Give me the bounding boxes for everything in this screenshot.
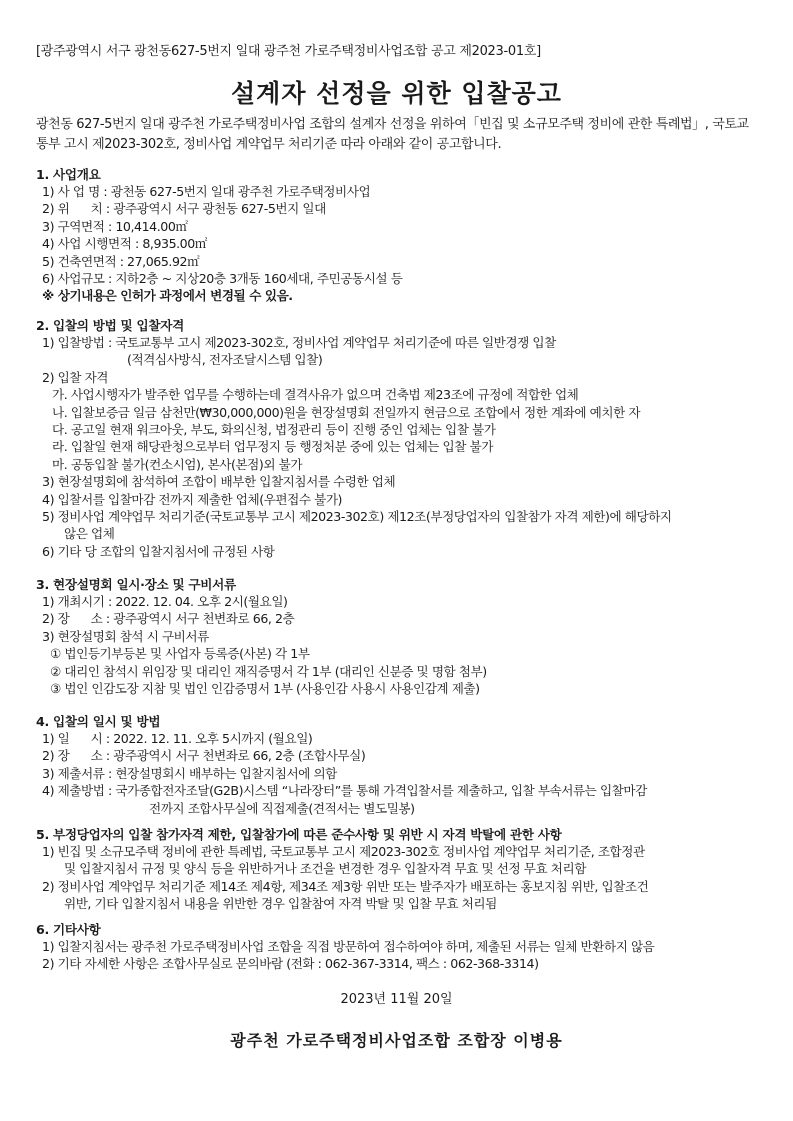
list-item: 및 입찰지침서 규정 및 양식 등을 위반하거나 조건을 변경한 경우 입찰자격 무효 및 선정 무효 처리함 [64,861,586,877]
section-title: 1. 사업개요 [36,167,101,182]
list-item: 마. 공동입찰 불가(컨소시엄), 본사(본점)외 불가 [52,456,303,472]
list-item: 2) 장 소 : 광주광역시 서구 천변좌로 66, 2층 (조합사무실) [42,748,366,764]
list-item: 위반, 기타 입찰지침서 내용을 위반한 경우 입찰참여 자격 박탈 및 입찰 무효 처리됨 [64,896,497,912]
section-other-matters [36,921,766,973]
section-title: 2. 입찰의 방법 및 입찰자격 [36,318,184,333]
list-item: 3) 현장설명회에 참석하여 조합이 배부한 입찰지침서를 수령한 업체 [42,474,396,490]
section-bid-date-method [36,713,766,817]
list-item: 2) 기타 자세한 사항은 조합사무실로 문의바람 (전화 : 062-367-3314, 팩스 : 062-368-3314) [42,956,539,972]
list-item: 2) 장 소 : 광주광역시 서구 천변좌로 66, 2층 [42,611,295,627]
signature-line: 광주천 가로주택정비사업조합 조합장 이병용 [230,1031,563,1050]
list-item: ③ 법인 인감도장 지참 및 법인 인감증명서 1부 (사용인감 사용시 사용인감계 제출) [50,681,480,697]
list-item: 1) 개최시기 : 2022. 12. 04. 오후 2시(월요일) [42,594,288,609]
list-item: 1) 입찰지침서는 광주천 가로주택정비사업 조합을 직접 방문하여 접수하여야 하며, 제출된 서류는 일체 반환하지 않음 [42,939,655,954]
list-item: 않은 업체 [64,526,115,542]
list-item: 전까지 조합사무실에 직접제출(견적서는 별도밀봉) [149,800,415,816]
list-item: 2) 정비사업 계약업무 처리기준 제14조 제4항, 제34조 제3항 위반 또는 발주자가 배포하는 홍보지침 위반, 입찰조건 [42,878,649,894]
list-item: 1) 일 시 : 2022. 12. 11. 오후 5시까지 (월요일) [42,731,313,746]
notice-date: 2023년 11월 20일 [340,992,453,1007]
section-title: 3. 현장설명회 일시·장소 및 구비서류 [36,577,236,592]
list-item: 라. 입찰일 현재 해당관청으로부터 업무정지 등 행정처분 중에 있는 업체는 입찰 불가 [52,439,493,455]
list-item: 6) 사업규모 : 지하2층 ~ 지상20층 3개동 160세대, 주민공동시설 등 [42,271,403,287]
list-item: 2) 입찰 자격 [42,369,108,385]
page-title: 설계자 선정을 위한 입찰공고 [231,79,562,108]
list-item: 6) 기타 당 조합의 입찰지침서에 규정된 사항 [42,543,275,559]
section-title: 5. 부정당업자의 입찰 참가자격 제한, 입찰참가에 따른 준수사항 및 위반 시 자격 박탈에 관한 사항 [36,827,562,842]
list-item: (적격심사방식, 전자조달시스템 입찰) [127,352,323,368]
section-title: 4. 입찰의 일시 및 방법 [36,714,161,729]
list-item: 2) 위 치 : 광주광역시 서구 광천동 627-5번지 일대 [42,201,326,217]
notice-remark: ※ 상기내용은 인허가 과정에서 변경될 수 있음. [42,288,293,304]
list-item: 5) 정비사업 계약업무 처리기준(국토교통부 고시 제2023-302호) 제12조(부정당업자의 입찰참가 자격 제한)에 해당하지 [42,509,672,525]
list-item: 3) 구역면적 : 10,414.00㎡ [42,218,188,234]
list-item: ② 대리인 참석시 위임장 및 대리인 재직증명서 각 1부 (대리인 신분증 및 명함 첨부) [50,663,487,679]
list-item: 3) 제출서류 : 현장설명회시 배부하는 입찰지침서에 의함 [42,765,337,781]
list-item: 3) 현장설명회 참석 시 구비서류 [42,628,209,644]
section-disqualification [36,826,766,913]
intro-paragraph: 광천동 627-5번지 일대 광주천 가로주택정비사업 조합의 설계자 선정을 위하여「빈집 및 소규모주택 정비에 관한 특례법」, 국토교통부 고시 제2023-302호, 정비사업 계약업무 처리기준 따라 아래와 같이 공고합니다. [36,117,749,152]
list-item: 나. 입찰보증금 일금 삼천만(₩30,000,000)원을 현장설명회 전일까지 현금으로 조합에서 정한 계좌에 예치한 자 [52,404,641,420]
list-item: 다. 공고일 현재 워크아웃, 부도, 화의신청, 법정관리 등이 진행 중인 업체는 입찰 불가 [52,422,496,438]
list-item: 1) 사 업 명 : 광천동 627-5번지 일대 광주천 가로주택정비사업 [42,184,371,199]
list-item: 4) 제출방법 : 국가종합전자조달(G2B)시스템 “나라장터”를 통해 가격입찰서를 제출하고, 입찰 부속서류는 입찰마감 [42,783,647,799]
list-item: 가. 사업시행자가 발주한 업무를 수행하는데 결격사유가 없으며 건축법 제23조에 규정에 적합한 업체 [52,387,579,403]
section-briefing-session [36,576,766,697]
list-item: 5) 건축연면적 : 27,065.92㎡ [42,253,200,269]
section-title: 6. 기타사항 [36,922,101,937]
list-item: 1) 빈집 및 소규모주택 정비에 관한 특례법, 국토교통부 고시 제2023-302호 정비사업 계약업무 처리기준, 조합정관 [42,844,645,859]
list-item: 1) 입찰방법 : 국토교통부 고시 제2023-302호, 정비사업 계약업무 처리기준에 따른 일반경쟁 입찰 [42,335,556,350]
list-item: 4) 사업 시행면적 : 8,935.00㎡ [42,236,207,252]
list-item: ① 법인등기부등본 및 사업자 등록증(사본) 각 1부 [50,646,310,662]
section-business-overview [36,166,766,305]
list-item: 4) 입찰서를 입찰마감 전까지 제출한 업체(우편접수 불가) [42,491,343,507]
notice-number: [광주광역시 서구 광천동627-5번지 일대 광주천 가로주택정비사업조합 공고 제2023-01호] [36,44,541,59]
section-bid-method-qualification [36,317,766,560]
